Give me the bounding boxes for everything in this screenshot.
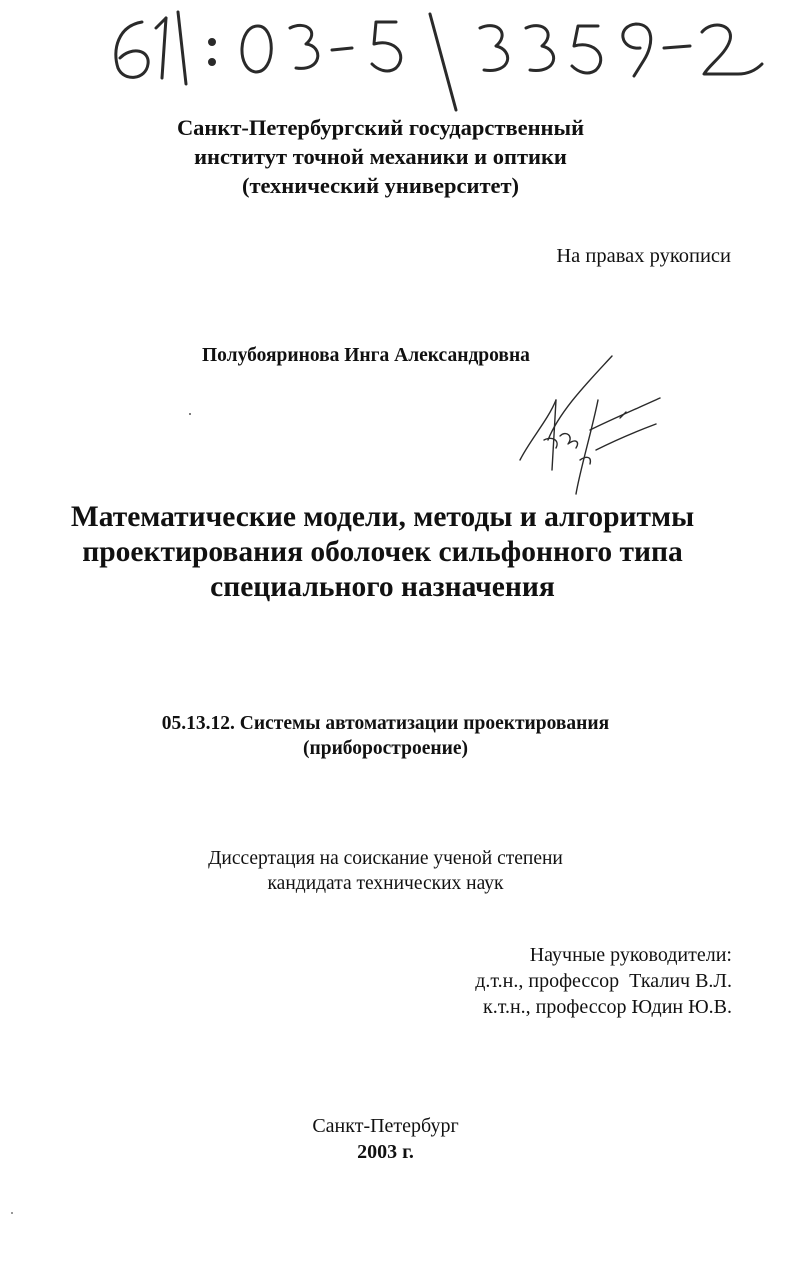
scientific-advisors — [475, 942, 732, 1020]
place-and-year — [0, 1113, 783, 1165]
degree-line-1: Диссертация на соискание ученой степени — [208, 848, 563, 869]
specialty-line-2: (приборостроение) — [303, 738, 468, 759]
manuscript-rights-note: На правах рукописи — [556, 245, 731, 267]
publication-year: 2003 г. — [357, 1141, 414, 1163]
degree-line-2: кандидата технических наук — [267, 873, 504, 894]
dissertation-title — [0, 500, 780, 605]
institution-line-3: (технический университет) — [241, 173, 520, 198]
institution-line-1: Санкт-Петербургский государственный — [176, 115, 585, 140]
author-name: Полубояринова Инга Александровна — [202, 345, 530, 366]
specialty-line-1: 05.13.12. Системы автоматизации проектирования — [161, 713, 610, 734]
title-line-3: специального назначения — [210, 571, 555, 603]
advisor-1: д.т.н., профессор Ткалич В.Л. — [475, 970, 732, 992]
degree-statement — [0, 846, 783, 896]
title-line-2: проектирования оболочек сильфонного типа — [82, 536, 683, 568]
advisors-heading: Научные руководители: — [529, 944, 732, 966]
specialty-code — [0, 711, 783, 761]
title-line-1: Математические модели, методы и алгоритмы — [70, 501, 695, 533]
institution-line-2: институт точной механики и оптики — [194, 144, 567, 169]
advisor-2: к.т.н., профессор Юдин Ю.В. — [483, 996, 732, 1018]
city-name: Санкт-Петербург — [312, 1115, 459, 1137]
institution-header — [0, 113, 778, 200]
